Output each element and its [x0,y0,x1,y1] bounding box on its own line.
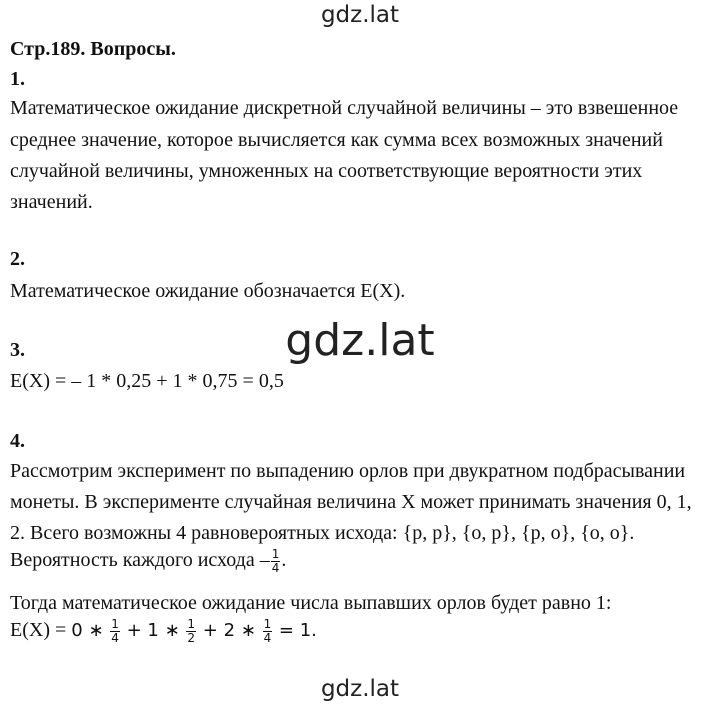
question-4-number: 4. [10,430,25,452]
question-2-text: Математическое ожидание обозначается E(X). [10,280,406,302]
question-4-line-1: Рассмотрим эксперимент по выпадению орлов при двукратном подбрасывании [10,460,686,482]
question-3-number: 3. [10,339,25,361]
question-2-number: 2. [10,248,25,270]
watermark-top: gdz.lat [320,2,400,28]
question-4-line-3: 2. Всего возможны 4 равновероятных исхода: {р, р}, {о, р}, {р, о}, {о, о}. [10,522,635,544]
question-4-probability [10,548,286,575]
formula-lhs: E(X) = [10,619,72,642]
page-title: Стр.189. Вопросы. [10,38,176,60]
question-1-line-1: Математическое ожидание дискретной случайной величины – это взвешенное [10,97,679,119]
question-3-text: E(X) = – 1 * 0,25 + 1 * 0,75 = 0,5 [10,370,284,392]
probability-prefix: Вероятность каждого исхода – [10,549,270,572]
formula-term-4: = 1. [273,620,317,642]
formula-fraction-1 [110,618,120,645]
watermark-bottom: gdz.lat [320,676,400,702]
fraction-numerator: 1 [187,617,196,631]
question-4-formula [10,618,317,645]
fraction-numerator: 1 [111,617,119,631]
fraction-denominator: 2 [187,631,196,645]
question-1-line-2: среднее значение, которое вычисляется как сумма всех возможных значений [10,129,663,151]
question-1-number: 1. [10,68,25,90]
fraction-denominator: 4 [271,561,280,575]
fraction-denominator: 4 [111,631,119,645]
question-4-line-2: монеты. В эксперименте случайная величина X может принимать значения 0, 1, [10,491,692,513]
probability-fraction [271,548,281,575]
question-1-line-4: значений. [10,191,93,213]
fraction-denominator: 4 [263,631,272,645]
formula-term-3: + 2 ∗ [197,620,262,642]
watermark-middle: gdz.lat [285,315,435,366]
question-1-line-3: случайной величины, умноженных на соответствующие вероятности этих [10,160,643,182]
formula-term-1: 0 ∗ [71,620,110,642]
formula-fraction-2 [186,618,196,645]
fraction-numerator: 1 [263,617,272,631]
fraction-numerator: 1 [271,547,280,561]
question-4-then: Тогда математическое ожидание числа выпавших орлов будет равно 1: [10,592,612,614]
formula-term-2: + 1 ∗ [120,620,186,642]
formula-fraction-3 [263,618,273,645]
probability-suffix: . [281,549,287,572]
